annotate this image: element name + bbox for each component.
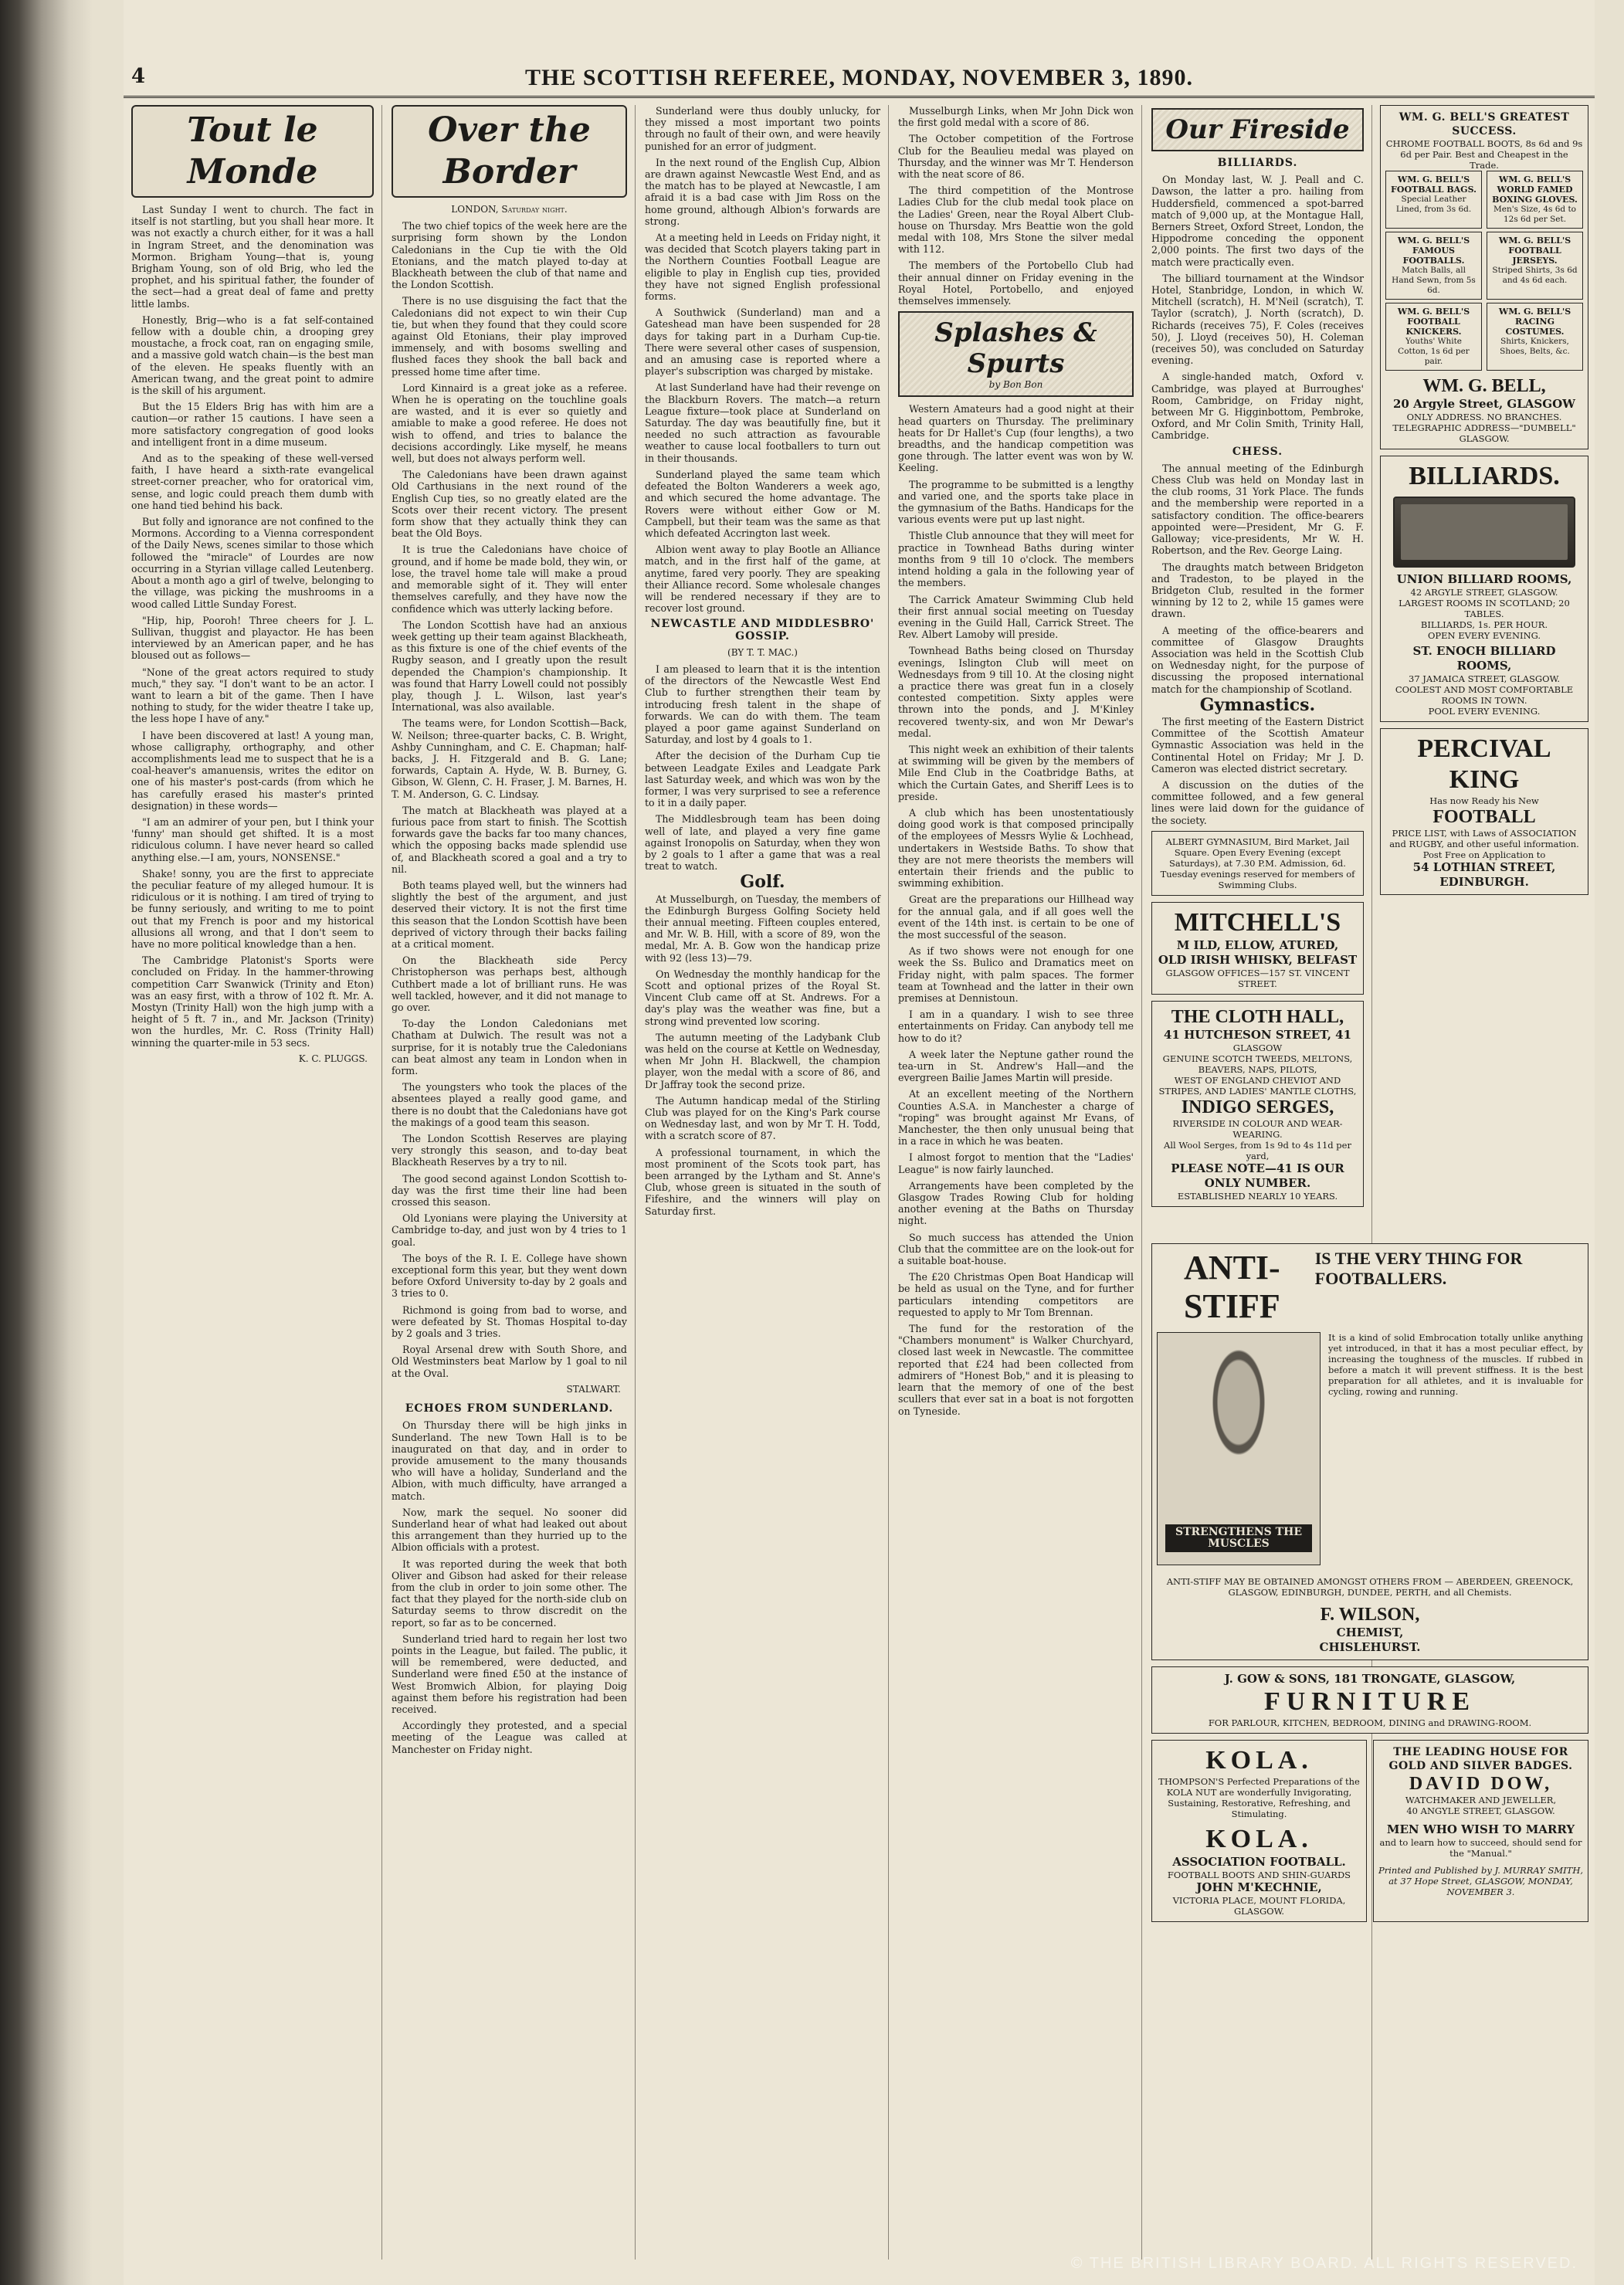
ad-union-title: UNION BILLIARD ROOMS,: [1396, 572, 1572, 586]
article-paragraph: On Thursday there will be high jinks in Sunderland. The new Town Hall is to be inaugurated on that day, and in order to provide amusement to the many thousands who will have a holiday, Sunderland and the Albion, with much difficulty, have arranged a match.: [392, 1419, 627, 1502]
ad-bell-item: WM. G. BELL'S FAMOUS FOOTBALLS. Match Balls, all Hand Sewn, from 5s 6d.: [1385, 232, 1482, 300]
ad-title: THE LEADING HOUSE FOR GOLD AND SILVER BADGES.: [1388, 1746, 1573, 1772]
ad-line: Has now Ready his New: [1429, 795, 1539, 806]
ad-line: FOR PARLOUR, KITCHEN, BEDROOM, DINING and DRAWING-ROOM.: [1208, 1717, 1532, 1728]
ad-percival-king: [1380, 728, 1588, 895]
ad-bell-grid-row: [1385, 171, 1583, 229]
ad-line: LARGEST ROOMS IN SCOTLAND; 20 TABLES.: [1399, 598, 1570, 619]
imprint: Printed and Published by J. MURRAY SMITH, at 37 Hope Street, GLASGOW, MONDAY, NOVEMBER 3.: [1378, 1865, 1583, 1897]
article-paragraph: Sunderland tried hard to regain her lost two points in the League, but failed. The public, it will be remembered, were deducted, and Sunderland were fined £50 at the instance of West Bromwich Albion, for playing Doig against them before his registration had been received.: [392, 1632, 627, 1715]
page-number: 4: [131, 65, 146, 88]
article-paragraph: The London Scottish Reserves are playing very strongly this season, and to-day beat Blackheath Reserves by a try to nil.: [392, 1133, 627, 1168]
ad-line: COOLEST AND MOST COMFORTABLE ROOMS IN TOWN.: [1395, 684, 1574, 706]
ad-bell-item: WM. G. BELL'S WORLD FAMED BOXING GLOVES. Men's Size, 4s 6d to 12s 6d per Set.: [1487, 171, 1583, 229]
ad-assoc-title: ASSOCIATION FOOTBALL.: [1172, 1855, 1346, 1869]
article-paragraph: The annual meeting of the Edinburgh Chess Club was held on Monday last in the club rooms, 31 York Place. The funds and the membership were reported in a satisfactory condition. The office-bearers appointed were—President, Mr G. F. Galloway; vice-presidents, Mr W. H. Robertson, and the Rev. George Laing.: [1151, 462, 1364, 557]
ad-enoch-title: ST. ENOCH BILLIARD ROOMS,: [1412, 644, 1556, 673]
ad-line: POOL EVERY EVENING.: [1428, 706, 1541, 717]
ad-line: WEST OF ENGLAND CHEVIOT AND STRIPES, AND LADIES' MANTLE CLOTHS,: [1158, 1074, 1357, 1097]
ad-anti-stiff: [1151, 1243, 1588, 1660]
article-paragraph: And as to the speaking of these well-versed faith, I have heard a sixth-rate evangelical street-corner preacher, who for oratorical vim, sense, and logic could preach them dumb with one hand tied behind his back.: [131, 453, 374, 511]
article-paragraph: This night week an exhibition of their talents at swimming will be given by the members of Mile End Club in the Coatbridge Baths, at which the Curtain Gates, and Sheriff Lees is to preside.: [898, 743, 1134, 802]
ad-bell-item: WM. G. BELL'S FOOTBALL BAGS. Special Leather Lined, from 3s 6d.: [1385, 171, 1482, 229]
column-football-news: [645, 105, 889, 2260]
ad-line: GENUINE SCOTCH TWEEDS, MELTONS, BEAVERS, NAPS, PILOTS,: [1162, 1053, 1353, 1075]
byline: (BY T. T. MAC.): [727, 646, 798, 658]
anti-stiff-body: [1157, 1326, 1583, 1571]
ad-text: ALBERT GYMNASIUM, Bird Market, Jail Square. Open Every Evening (except Saturdays), at 7.30 P.M. Admission, 6d. Tuesday evenings reserved for members of Swimming Clubs.: [1160, 836, 1355, 890]
article-paragraph: The October competition of the Fortrose Club for the Beaulieu medal was played on Thursday, and the winner was Mr T. Henderson with the neat score of 86.: [898, 133, 1134, 181]
article-paragraph: It was reported during the week that both Oliver and Gibson had asked for their release from the club in order to join some other. The fact that they played for the north-side club on Saturday seems to throw discredit on the report, so far as to be concerned.: [392, 1558, 627, 1629]
ad-line: JOHN M'KECHNIE,: [1196, 1880, 1322, 1894]
article-paragraph: The draughts match between Bridgeton and Tradeston, to be played in the Bridgeton Club, resulted in the former winning by 12 to 2, while 15 games were drawn.: [1151, 561, 1364, 620]
column-golf-swimming: [898, 105, 1142, 2260]
article-paragraph: So much success has attended the Union Club that the committee are on the look-out for a suitable boat-house.: [898, 1231, 1134, 1267]
article-paragraph: It is true the Caledonians have choice of ground, and if home be made bold, they win, or lose, the travel home tale will make a proud and memorable sight of it. They will enter themselves carefully, and they have now the confidence which was utterly lacking before.: [392, 544, 627, 615]
ad-albert-gymnasium: [1151, 831, 1364, 896]
article-paragraph: The first meeting of the Eastern District Committee of the Scottish Amateur Gymnastic Association was held in the Continental Hotel on Friday; Mr J. D. Cameron was elected district secretary.: [1151, 715, 1364, 775]
ad-line: CHROME FOOTBALL BOOTS, 8s 6d and 9s 6d per Pair. Best and Cheapest in the Trade.: [1385, 138, 1583, 171]
article-paragraph: The teams were, for London Scottish—Back, W. Neilson; three-quarter backs, C. B. Wright, Ashby Cunningham, and C. E. Chapman; half-backs, J. H. Fitzgerald and B. G. Lane; forwards, Captain A. Hyde, W. B. Burney, G. Gibson, W. Glenn, C. H. Fraser, J. M. Barnes, H. T. M. Anderson, G. C. Lindsay.: [392, 717, 627, 800]
ad-bell-item: WM. G. BELL'S RACING COSTUMES. Shirts, Knickers, Shoes, Belts, &c.: [1487, 303, 1583, 371]
ad-line: FOOTBALL BOOTS AND SHIN-GUARDS: [1167, 1870, 1351, 1880]
section-logo-tout-le-monde: Tout le Monde: [131, 105, 374, 198]
ad-kola: [1151, 1740, 1367, 1922]
article-paragraph: To-day the London Caledonians met Chatham at Dulwich. The result was not a surprise, for it is notably true the Caledonians can beat almost any team in London when in form.: [392, 1018, 627, 1077]
article-paragraph: The Middlesbrough team has been doing well of late, and played a very fine game against Ironopolis on Saturday, when they won by 2 goals to 1 after a game that was a real treat to watch.: [645, 813, 880, 873]
article-paragraph: Musselburgh Links, when Mr John Dick won the first gold medal with a score of 86.: [898, 105, 1134, 129]
article-paragraph: But the 15 Elders Brig has with him are a caution—or rather 15 cautions. I have seen a more satisfactory congregation of good looks and intelligent front in a dime museum.: [131, 401, 374, 448]
column-tout-le-monde: [131, 105, 382, 2260]
section-logo-our-fireside: [1151, 108, 1364, 151]
dateline: LONDON, Saturday night.: [451, 204, 568, 215]
article-paragraph: The Cambridge Platonist's Sports were concluded on Friday. In the hammer-throwing competition Carr Swanwick (Trinity and Eton) was an easy first, with a throw of 102 ft. Mr. A. Mostyn (Trinity Hall) won the high jump with a height of 5 ft. 7 in., and Mr. Jackson (Trinity) won the hurdles, Mr. C. Ross (Trinity Hall) winning the quarter-mile in 53 secs.: [131, 954, 374, 1049]
ad-line: 41 HUTCHESON STREET, 41: [1163, 1027, 1352, 1042]
article-paragraph: The members of the Portobello Club had their annual dinner on Friday evening in the Royal Hotel, Portobello, and enjoyed themselves immensely.: [898, 259, 1134, 307]
ad-line: 40 ANGYLE STREET, GLASGOW.: [1406, 1805, 1555, 1816]
article-paragraph: Townhead Baths being closed on Thursday evenings, Islington Club will meet on Wednesdays from 9 till 10. At the closing night a practice there was great fun in a closely contested competition. Sixty apples were thrown into the ponds, and J. M'Kinley recovered twenty-six, and won Mr Dewar's medal.: [898, 645, 1134, 739]
article-paragraph: But folly and ignorance are not confined to the Mormons. According to a Vienna correspondent of the Daily News, scenes similar to those which followed the "miracle" of Lourdes are now occurring in a Styrian village called Leutenberg. About a month ago a girl of twelve, belonging to the village, was picking the mushrooms in a wood called Little Sunday Forest.: [131, 516, 374, 610]
article-paragraph: The £20 Christmas Open Boat Handicap will be held as usual on the Tyne, and for further particulars intending competitors are requested to apply to Mr Tom Brennan.: [898, 1271, 1134, 1318]
author-signature: K. C. PLUGGS.: [298, 1053, 368, 1064]
article-paragraph: As if two shows were not enough for one week the Ss. Bulico and Dramatics meet on Friday night, with palm spaces. The former team at Townhead and the latter in their own premises at Dennistoun.: [898, 945, 1134, 1004]
ad-line: GLASGOW: [1232, 1042, 1283, 1053]
article-paragraph: On Monday last, W. J. Peall and C. Dawson, the latter a pro. hailing from Huddersfield, commenced a spot-barred match of 9,000 up, at the Montague Hall, Berners Street, Oxford Street, London, the Hippodrome conceding the opponent 2,000 points. The first two days of the match were practically even.: [1151, 174, 1364, 268]
article-paragraph: I am in a quandary. I wish to see three entertainments on Friday. Can anybody tell me how to do it?: [898, 1009, 1134, 1044]
article-paragraph: Honestly, Brig—who is a fat self-contained fellow with a double chin, a drooping grey moustache, a frock coat, ran on engaging smile, and a massive gold watch chain—is the best man of the eleven. He speaks fluently with an American twang, and the great point to admire is the skill of his argument.: [131, 314, 374, 397]
ad-line: BILLIARDS, 1s. PER HOUR.: [1420, 619, 1548, 630]
ad-line: ESTABLISHED NEARLY 10 YEARS.: [1177, 1190, 1338, 1202]
ad-title-repeat: KOLA.: [1205, 1825, 1313, 1853]
article-paragraph: The boys of the R. I. E. College have shown exceptional form this year, but they went down before Oxford University to-day by 2 goals and 3 tries to 0.: [392, 1252, 627, 1300]
newspaper-page: [124, 0, 1595, 2285]
fireside-title: Our Fireside: [1165, 114, 1350, 145]
lower-advertisements: [1151, 1243, 1588, 2255]
article-paragraph: At last Sunderland have had their revenge on the Blackburn Rovers. The match—a return League fixture—took place at Sunderland on Saturday. The day was beautifully fine, but it needed no such attraction as favourable weather to cause local footballers to turn out in their thousands.: [645, 381, 881, 464]
splashes-title: Splashes & Spurts: [934, 317, 1097, 380]
article-paragraph: I have been discovered at last! A young man, whose calligraphy, orthography, and other accomplishments lead me to suspect that he is a coal-heaver's amanuensis, writes the editor on one of his master's post-cards (from which he has carefully erased his master's printed designation) in these words—: [131, 729, 374, 812]
ad-bell-item: WM. G. BELL'S FOOTBALL JERSEYS. Striped Shirts, 3s 6d and 4s 6d each.: [1487, 232, 1583, 300]
article-paragraph: Albion went away to play Bootle an Alliance match, and in the first half of the game, at anytime, fared very poorly. They are speaking their Alliance record. Some wholesale changes will be rendered necessary if they are to recover lost ground.: [645, 544, 880, 615]
ad-line: 42 ARGYLE STREET, GLASGOW.: [1410, 587, 1558, 598]
article-paragraph: Sunderland were thus doubly unlucky, for they missed a most important two points through no fault of their own, and were heavily punished for an error of judgment.: [645, 105, 880, 152]
article-paragraph: Lord Kinnaird is a great joke as a referee. When he is operating on the touchline goals are wasted, and it is ever so quietly and amiable to make a good referee. He does not wish to offend, and tries to balance the decisions accordingly. Like myself, he means well, but does not always perform well.: [392, 381, 627, 465]
article-paragraph: The Autumn handicap medal of the Stirling Club was played for on the King's Park course on Wednesday last, and won by Mr T. H. Todd, with a scratch score of 87.: [645, 1094, 880, 1142]
ad-line: 54 LOTHIAN STREET, EDINBURGH.: [1412, 860, 1556, 889]
article-paragraph: At a meeting held in Leeds on Friday night, it was decided that Scotch players taking part in the Northern Counties Football League are eligible to play in English cup ties, provided they have not signed English professional forms.: [645, 232, 880, 303]
author-signature: STALWART.: [566, 1383, 621, 1395]
article-paragraph: The two chief topics of the week here are the surprising form shown by the London Caledonians in the Cup tie with the Old Etonians, and the match played to-day at Blackheath between the club of that name and the London Scottish.: [392, 220, 627, 291]
article-paragraph: I am pleased to learn that it is the intention of the directors of the Newcastle West End Club to further strengthen their team by introducing fresh talent in the shape of forwards. We can do with them. The team played a poor game against Sunderland on Saturday, and lost by 4 goals to 1.: [645, 663, 880, 746]
article-paragraph: On Wednesday the monthly handicap for the Scott and optional prizes of the Royal St. Vincent Club came off at St. Andrews. For a day's play was the weather was fine, but a strong wind prevented low scoring.: [645, 968, 880, 1027]
ad-title: WM. G. BELL'S GREATEST SUCCESS.: [1399, 111, 1570, 137]
article-paragraph: Sunderland played the same team which defeated the Bolton Wanderers a week ago, and which secured the home advantage. The Rovers were without either Gow or M. Campbell, but their team was the same as that which defeated Accrington last week.: [645, 468, 880, 539]
masthead: [124, 65, 1595, 98]
ad-title: BILLIARDS.: [1409, 462, 1560, 490]
ad-cloth-hall: [1151, 1001, 1364, 1207]
ad-line: RIVERSIDE IN COLOUR AND WEAR-WEARING.: [1172, 1117, 1343, 1140]
anti-stiff-header: [1157, 1249, 1583, 1326]
article-paragraph: A week later the Neptune gather round the tea-urn in St. Andrew's Hall—and the evergreen Bailie James Martin will preside.: [898, 1048, 1134, 1084]
article-paragraph: The programme to be submitted is a lengthy and varied one, and the sports take place in the gymnasium of the Baths. Handicaps for the various events were put up last night.: [898, 478, 1134, 526]
portrait-caption: STRENGTHENS THE MUSCLES: [1165, 1524, 1312, 1552]
article-paragraph: On the Blackheath side Percy Christopherson was perhaps best, although Cuthbert made a lot of brilliant runs. He was well tackled, however, and it did not manage to go over.: [392, 954, 627, 1013]
article-paragraph: A professional tournament, in which the most prominent of the Scots took part, has been arranged by the Lytham and St. Anne's Club, whose green is situated in the south of Fifeshire, and the winners will play on Saturday first.: [645, 1146, 880, 1217]
article-paragraph: Both teams played well, but the winners had slightly the best of the argument, and just deserved their victory. It is not the first time this season that the London Scottish have been deprived of victory through their backs failing at a critical moment.: [392, 879, 627, 950]
article-paragraph: I almost forgot to mention that the "Ladies' League" is now fairly launched.: [898, 1151, 1134, 1175]
article-paragraph: Shake! sonny, you are the first to appreciate the peculiar feature of my alleged humour. It is ridiculous or it is nothing. I am tired of trying to be funny seriously, and writing to me to point out that my French is poor and my historical allusions all wrong, and that I don't seem to have no more political knowledge than a hen.: [131, 867, 374, 950]
copyright-watermark: © THE BRITISH LIBRARY BOARD. ALL RIGHTS RESERVED.: [1070, 2255, 1578, 2272]
ad-mitchells-whisky: [1151, 902, 1364, 995]
ad-head: J. GOW & SONS, 181 TRONGATE, GLASGOW,: [1224, 1672, 1516, 1686]
article-paragraph: Western Amateurs had a good night at their head quarters on Thursday. The preliminary heats for Dr Hallet's Cup (four lengths), a two breadths, and the handicap competition was gone through. The latter event was won by W. Keeling.: [898, 403, 1134, 474]
article-paragraph: The Carrick Amateur Swimming Club held their first annual social meeting on Tuesday evening in the Guild Hall, Carrick Street. The Rev. Albert Lamoby will preside.: [898, 593, 1134, 641]
ad-subtitle: INDIGO SERGES,: [1181, 1097, 1334, 1117]
book-binding-shadow: [0, 0, 93, 2285]
ad-bell-grid-row: [1385, 303, 1583, 371]
ad-bell-item: WM. G. BELL'S FOOTBALL KNICKERS. Youths' White Cotton, 1s 6d per pair.: [1385, 303, 1482, 371]
ad-agents: ANTI-STIFF MAY BE OBTAINED AMONGST OTHERS FROM — ABERDEEN, GREENOCK, GLASGOW, EDINBURGH, DUNDEE, PERTH, and all Chemists.: [1166, 1576, 1574, 1598]
section-heading-newcastle: NEWCASTLE AND MIDDLESBRO' GOSSIP.: [650, 618, 875, 642]
article-paragraph: Royal Arsenal drew with South Shore, and Old Westminsters beat Marlow by 1 goal to nil at the Oval.: [392, 1344, 627, 1379]
article-paragraph: Last Sunday I went to church. The fact in itself is not startling, but you shall hear more. It was not exactly a church either, for it was a hall in Ingram Street, and the denomination was Mormon. Brigham Young—that is, young Brigham Young, son of old Brig, who led the prophet, and his spiritual father, the founder of the sect—had a great deal of fame and pretty little lambs.: [131, 204, 374, 310]
article-paragraph: "Hip, hip, Pooroh! Three cheers for J. L. Sullivan, thuggist and playactor. He has been interviewed by an American paper, and he has bloused out as follows—: [131, 614, 374, 662]
section-heading-billiards: BILLIARDS.: [1217, 157, 1298, 169]
section-logo-splashes-spurts: [898, 311, 1134, 397]
article-paragraph: Now, mark the sequel. No sooner did Sunderland hear of what had leaked out about this arrangement than they hurried up to the Albion officials with a protest.: [392, 1506, 627, 1554]
ad-title: KOLA.: [1205, 1746, 1313, 1775]
article-paragraph: At Musselburgh, on Tuesday, the members of the Edinburgh Burgess Golfing Society held their annual meeting. Fifteen couples entered, and Mr. W. B. Hill, with a score of 89, won the medal, Mr. A. B. Gow won the handicap prize with 92 (less 13)—79.: [645, 893, 880, 964]
article-paragraph: "I am an admirer of your pen, but I think your 'funny' man should get shifted. It is a most ridiculous column. I have never heard so called anything else.—I am, yours, NONSENSE.": [131, 815, 374, 863]
ad-david-dow: [1373, 1740, 1588, 1922]
ad-line: WATCHMAKER AND JEWELLER,: [1405, 1795, 1557, 1805]
ad-title: THE CLOTH HALL,: [1171, 1006, 1344, 1027]
ad-title: PERCIVAL KING: [1417, 734, 1551, 794]
article-paragraph: A single-handed match, Oxford v. Cambridge, was played at Burroughes' Room, Cambridge, on Friday night, between Mr G. Higginbottom, Pembroke, Oxford, and Mr Colin Smith, Trinity Hall, Cambridge.: [1151, 371, 1364, 442]
article-paragraph: "None of the great actors required to study much," they say. "I don't want to be an actor. I want to learn a bit of the game. Then I have nothing to study, for the wider theatre I take up, the less hope I have of any.": [131, 666, 374, 725]
newspaper-title: THE SCOTTISH REFEREE, MONDAY, NOVEMBER 3, 1890.: [525, 65, 1193, 90]
article-paragraph: There is no use disguising the fact that the Caledonians did not expect to win their Cup tie, but when they found that they could score against Old Etonians, their play improved immensely, and with bosoms swelling and flushed faces they shook the ball back and pressed home time after time.: [392, 295, 627, 378]
article-paragraph: The London Scottish have had an anxious week getting up their team against Blackheath, as this fixture is one of the chief events of the Rugby season, and I greatly upon the result depended the Champion's championship. It was found that Harry Lowell could not possibly play, though J. L. Wilson, last year's International, was also available.: [392, 619, 627, 714]
ad-line: OPEN EVERY EVENING.: [1427, 630, 1541, 641]
splashes-byline: by Bon Bon: [988, 379, 1043, 391]
article-paragraph: The good second against London Scottish to-day was the first time their line had been crossed this season.: [392, 1172, 627, 1209]
article-paragraph: A discussion on the duties of the committee followed, and a few general lines were laid down for the guidance of the society.: [1151, 778, 1364, 826]
column-over-the-border: [392, 105, 636, 2260]
article-paragraph: The match at Blackheath was played at a furious pace from start to finish. The Scottish forwards gave the backs far too many chances, which the opposing backs made splendid use of, and Blackheath scored a goal and a try to nil.: [392, 804, 627, 875]
ad-body: It is a kind of solid Embrocation totally unlike anything yet introduced, in that it has a most peculiar effect, by increasing the toughness of the muscles. If rubbed in before a match it will prevent stiffness. It is the best preparation for all athletes, and it is invaluable for cycling, rowing and running.: [1328, 1332, 1583, 1397]
ad-line: Post Free on Application to: [1422, 849, 1546, 860]
ad-bell-grid-row: [1385, 232, 1583, 300]
ad-wilson-name: F. WILSON,: [1320, 1605, 1420, 1625]
article-paragraph: Accordingly they protested, and a special meeting of the League was called at Manchester on Friday night.: [392, 1720, 627, 1755]
article-paragraph: The fund for the restoration of the "Chambers monument" is Walker Churchyard, closed last week in Newcastle. The committee reported that £24 had been collected from admirers of "Honest Bob," and it is pleasing to learn that the memory of one of the best scullers that ever sat in a boat is not forgotten on Tyneside.: [898, 1323, 1134, 1417]
ad-line: All Wool Serges, from 1s 9d to 4s 11d per yard,: [1164, 1139, 1351, 1161]
article-paragraph: Arrangements have been completed by the Glasgow Trades Rowing Club for holding another evening at the Baths on Thursday night.: [898, 1179, 1134, 1227]
ad-bell-name: WM. G. BELL,: [1422, 376, 1546, 396]
ad-line: VICTORIA PLACE, MOUNT FLORIDA, GLASGOW.: [1172, 1895, 1346, 1917]
ad-line: THOMPSON'S Perfected Preparations of the KOLA NUT are wonderfully Invigorating, Sustaining, Restorative, Refreshing, and Stimulating.: [1158, 1776, 1360, 1819]
ad-line: PLEASE NOTE—41 IS OUR ONLY NUMBER.: [1171, 1161, 1344, 1190]
section-heading-echoes: ECHOES FROM SUNDERLAND.: [405, 1402, 614, 1415]
ad-tagline: IS THE VERY THING FOR FOOTBALLERS.: [1314, 1249, 1523, 1288]
article-paragraph: Great are the preparations our Hillhead way for the annual gala, and if all goes well the event of the 14th inst. is certain to be one of the most successful of the season.: [898, 893, 1134, 941]
ad-line: FOOTBALL: [1432, 807, 1536, 827]
ad-line: M ILD, ELLOW, ATURED,: [1176, 937, 1339, 952]
ad-line: CHEMIST,: [1336, 1626, 1404, 1639]
ad-row-kola-dow: [1151, 1740, 1588, 1928]
section-logo-over-the-border: Over the Border: [392, 105, 627, 198]
ad-line: PRICE LIST, with Laws of ASSOCIATION and RUGBY, and other useful information.: [1389, 828, 1579, 849]
ad-line: GLASGOW OFFICES—157 ST. VINCENT STREET.: [1165, 967, 1350, 989]
ad-wm-g-bell: [1380, 105, 1588, 449]
ad-men-title: MEN WHO WISH TO MARRY: [1386, 1822, 1575, 1836]
article-paragraph: Thistle Club announce that they will meet for practice in Townhead Baths during winter months from 9 till 10 o'clock. The members intend holding a gala in the following year of the members.: [898, 530, 1134, 589]
article-paragraph: Old Lyonians were playing the University at Cambridge to-day, and just won by 4 tries to 1 goal.: [392, 1212, 627, 1248]
athlete-portrait-illustration: [1157, 1332, 1321, 1565]
ad-line: and to learn how to succeed, should send for the "Manual.": [1379, 1837, 1582, 1859]
section-heading-golf: Golf.: [740, 872, 785, 893]
article-paragraph: A club which has been unostentatiously doing good work is that composed principally of the employees of Messrs Wylie & Lochhead, undertakers in Westside Baths. To show that they are not mere theorists the members will entertain their friends and the public to swimming exhibition.: [898, 806, 1134, 890]
article-paragraph: At an excellent meeting of the Northern Counties A.S.A. in Manchester a charge of "roping" was brought against Mr Evans, of Manchester, the then only unusual being that in a race in which he was beaten.: [898, 1088, 1134, 1148]
ad-bell-address: 20 Argyle Street, GLASGOW: [1393, 397, 1575, 411]
ad-line: 37 JAMAICA STREET, GLASGOW.: [1409, 673, 1560, 684]
article-paragraph: After the decision of the Durham Cup tie between Leadgate Exiles and Leadgate Park last Saturday week, and which was won by the former, I was very surprised to see a reference to it in a daily paper.: [645, 750, 880, 809]
article-paragraph: Richmond is going from bad to worse, and were defeated by St. Thomas Hospital to-day by 2 goals and 3 tries.: [392, 1304, 627, 1340]
billiard-table-illustration: [1393, 497, 1575, 568]
ad-title: FURNITURE: [1263, 1687, 1477, 1716]
article-paragraph: The third competition of the Montrose Ladies Club for the club medal took place on the Ladies' Green, near the Royal Albert Club-house on Thursday. Mrs Beattie won the gold medal with 108, Mrs Stone the silver medal with 112.: [898, 185, 1134, 256]
ad-billiards: [1380, 456, 1588, 722]
article-paragraph: A meeting of the office-bearers and committee of Glasgow Draughts Association was held in the Scottish Club on Wednesday night, for the purpose of discussing the proposed international match for the championship of Scotland.: [1151, 624, 1364, 695]
ad-title: MITCHELL'S: [1174, 907, 1341, 937]
ad-line: CHISLEHURST.: [1319, 1640, 1421, 1654]
article-paragraph: The Caledonians have been drawn against Old Carthusians in the next round of the English Cup ties, so no greatly elated are the Scots over their recent victory. The present form show that they actually think they can beat the Old Boys.: [392, 469, 627, 540]
ad-name: DAVID DOW,: [1409, 1774, 1553, 1794]
ad-line: OLD IRISH WHISKY, BELFAST: [1158, 952, 1358, 967]
article-paragraph: The youngsters who took the places of the absentees played a really good game, and there is no doubt that the Caledonians have got the makings of a good team this season.: [392, 1081, 627, 1128]
article-paragraph: A Southwick (Sunderland) man and a Gateshead man have been suspended for 28 days for taking part in a Durham Cup-tie. There were several other cases of suspension, and an amusing case is reported where a player's subscription was charged by mistake.: [645, 307, 880, 378]
ad-title: ANTI-STIFF: [1184, 1249, 1280, 1325]
ad-gow-furniture: [1151, 1666, 1588, 1734]
article-paragraph: The autumn meeting of the Ladybank Club was held on the course at Kettle on Wednesday, when Mr John H. Blackwell, the champion player, won the medal with a score of 86, and Dr Jaffray took the second prize.: [645, 1031, 880, 1090]
article-paragraph: In the next round of the English Cup, Albion are drawn against Newcastle West End, and as the match has to be played at Newcastle, I am afraid it is a bad case with Jim Ross on the home ground, although Albion's forwards are strong.: [645, 156, 880, 227]
section-heading-gymnastics: Gymnastics.: [1199, 694, 1316, 715]
article-paragraph: The billiard tournament at the Windsor Hotel, Stanbridge, London, in which W. Mitchell (scratch), H. M'Neil (scratch), T. Taylor (scratch), J. North (scratch), D. Richards (receives 75), F. Coles (receives 50), J. Lloyd (receives 50), H. Coleman (receives 50), was concluded on Saturday evening.: [1151, 272, 1364, 367]
ad-bell-telegraph: ONLY ADDRESS. NO BRANCHES. TELEGRAPHIC ADDRESS—"DUMBELL" GLASGOW.: [1392, 412, 1576, 444]
section-heading-chess: CHESS.: [1232, 445, 1283, 458]
